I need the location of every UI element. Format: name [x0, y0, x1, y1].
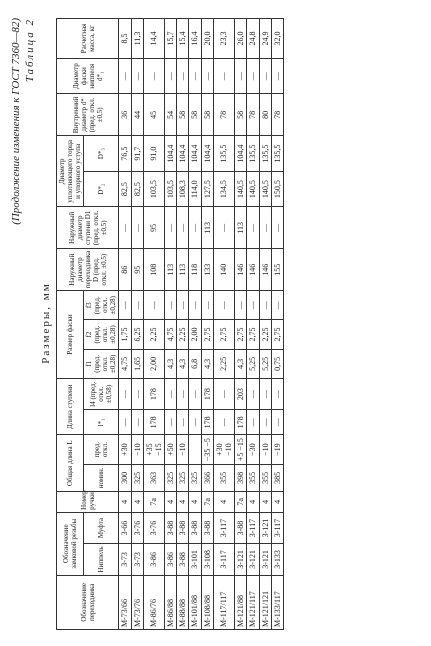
table-cell: — — [165, 58, 177, 94]
table-row — [247, 19, 259, 630]
table-cell: 58 — [177, 94, 189, 136]
table-cell: З-121 — [259, 544, 271, 575]
col-nominal: номин. — [84, 464, 119, 491]
col-chamfer: Размер фаски — [57, 291, 84, 379]
table-cell: — — [259, 58, 271, 94]
table-cell: 4 — [271, 491, 283, 512]
table-row — [177, 19, 189, 630]
table-cell: — — [165, 207, 177, 249]
table-cell: З-133 — [271, 544, 283, 575]
table-cell: М-86/76 — [143, 575, 164, 629]
col-nipple: Ниппель — [84, 544, 119, 575]
table-cell: — — [213, 378, 234, 409]
table-cell: З-86 — [143, 544, 164, 575]
table-cell: — — [177, 291, 189, 320]
table-cell: 24,9 — [259, 19, 271, 59]
col-total-length: Общая длина L — [57, 435, 84, 491]
table-cell: — — [189, 378, 201, 409]
table-cell: 6,25 — [131, 320, 143, 349]
table-cell: 140,5 — [235, 171, 247, 207]
table-cell: 1,75 — [119, 320, 131, 349]
table-cell: — — [119, 291, 131, 320]
table-cell: 178 — [143, 410, 164, 435]
table-cell: 4 — [189, 491, 201, 512]
table-cell: З-86 — [165, 544, 177, 575]
table-cell: 104,4 — [177, 136, 189, 172]
table-cell: 4 — [213, 491, 234, 512]
table-cell: — — [213, 207, 234, 249]
table-cell: М-133/117 — [271, 575, 283, 629]
col-mass: Расчетная масса, кг — [57, 19, 119, 59]
table-cell: З-76 — [143, 512, 164, 543]
table-cell: З-117 — [271, 512, 283, 543]
table-cell: 355 — [259, 464, 271, 491]
col-f2: f2 (пред. откл. ±0,28) — [84, 320, 119, 349]
table-cell: +30 — [119, 435, 131, 464]
table-cell: 78 — [271, 94, 283, 136]
table-cell: З-88 — [177, 512, 189, 543]
table-cell: 15,7 — [165, 19, 177, 59]
table-cell: — — [165, 291, 177, 320]
table-cell: −19 — [271, 435, 283, 464]
table-cell: — — [259, 410, 271, 435]
table-cell: 15,4 — [177, 19, 189, 59]
table-cell: — — [271, 207, 283, 249]
table-cell: — — [119, 207, 131, 249]
table-cell: 178 — [201, 410, 213, 435]
table-cell: М-86/88 — [165, 575, 177, 629]
table-cell: 103,5 — [165, 171, 177, 207]
table-cell — [189, 435, 201, 464]
table-cell: +5 −15 — [235, 435, 247, 464]
table-row — [165, 19, 177, 630]
table-cell: — — [119, 58, 131, 94]
table-cell: — — [131, 58, 143, 94]
table-cell: −10 — [259, 435, 271, 464]
table-cell: — — [165, 378, 177, 409]
table-cell: — — [259, 207, 271, 249]
table-cell: — — [213, 58, 234, 94]
table-cell: З-88 — [165, 512, 177, 543]
table-cell: — — [177, 207, 189, 249]
table-cell: М-121/117 — [247, 575, 259, 629]
table-cell: — — [177, 58, 189, 94]
table-cell: 113 — [177, 249, 189, 291]
table-cell: — — [201, 291, 213, 320]
table-cell: 24,8 — [247, 19, 259, 59]
table-cell: 4,3 — [177, 349, 189, 378]
col-handle: Номер ручки — [57, 491, 119, 512]
table-cell: — — [119, 410, 131, 435]
table-cell: З-121 — [247, 544, 259, 575]
col-f3: f3 (пред. откл. ±0,28) — [84, 291, 119, 320]
table-cell: 7а — [235, 491, 247, 512]
table-cell: 58 — [235, 94, 247, 136]
table-cell: 127,5 — [201, 171, 213, 207]
table-cell: 363 — [143, 464, 164, 491]
table-cell: 2,75 — [201, 320, 213, 349]
table-cell: 114,0 — [189, 171, 201, 207]
table-cell: 108,3 — [177, 171, 189, 207]
table-cell: 23,3 — [213, 19, 234, 59]
table-cell: +30 −10 — [213, 435, 234, 464]
table-cell: М-121/88 — [235, 575, 247, 629]
table-cell: — — [271, 58, 283, 94]
table-cell: 4,3 — [201, 349, 213, 378]
table-cell: 58 — [201, 94, 213, 136]
table-cell: 76,5 — [119, 136, 131, 172]
continuation-note: (Продолжение изменения к ГОСТ 7360—82) — [10, 18, 22, 225]
table-cell: 2,25 — [213, 349, 234, 378]
table-cell: 8,5 — [119, 19, 131, 59]
table-cell: 1,65 — [131, 349, 143, 378]
table-cell: 4,3 — [165, 349, 177, 378]
table-cell: — — [247, 410, 259, 435]
table-cell: 325 — [165, 464, 177, 491]
table-cell: З-108 — [201, 544, 213, 575]
table-cell: — — [177, 410, 189, 435]
table-cell: 135,5 — [271, 136, 283, 172]
table-cell: 4,75 — [165, 320, 177, 349]
table-cell: 16,4 — [189, 19, 201, 59]
table-cell: — — [143, 291, 164, 320]
table-cell: 325 — [189, 464, 201, 491]
table-cell: 2,75 — [213, 320, 234, 349]
table-cell: 78 — [247, 94, 259, 136]
table-cell: З-88 — [201, 512, 213, 543]
table-cell: 113 — [235, 207, 247, 249]
table-cell: 4 — [131, 491, 143, 512]
table-cell: 95 — [131, 249, 143, 291]
table-cell: 4,3 — [235, 349, 247, 378]
table-cell: 355 — [247, 464, 259, 491]
col-step-length: Длина ступени — [57, 378, 84, 434]
table-cell: 14,4 — [143, 19, 164, 59]
table-cell: −10 — [131, 435, 143, 464]
table-cell: 178 — [143, 378, 164, 409]
table-cell: −30 — [247, 435, 259, 464]
table-cell: 366 — [201, 464, 213, 491]
table-cell: 91,7 — [131, 136, 143, 172]
table-cell: 385 — [271, 464, 283, 491]
table-cell: 7а — [143, 491, 164, 512]
table-cell: +35 −15 — [143, 435, 164, 464]
table-cell: 135,5 — [213, 136, 234, 172]
table-row — [213, 19, 234, 630]
col-lock-group: Обозначение замковой резьбы — [57, 512, 84, 575]
table-cell: — — [165, 410, 177, 435]
table-cell: — — [189, 410, 201, 435]
col-dev: пред. откл. — [84, 435, 119, 464]
table-cell: — — [235, 291, 247, 320]
table-cell: 398 — [235, 464, 247, 491]
table-cell: 146 — [235, 249, 247, 291]
table-row — [189, 19, 201, 630]
table-cell: 4,75 — [119, 349, 131, 378]
table-row — [201, 19, 213, 630]
table-cell: 7а — [201, 491, 213, 512]
table-cell: — — [271, 291, 283, 320]
table-cell: З-117 — [213, 544, 234, 575]
table-cell: З-88 — [235, 512, 247, 543]
table-cell: +50 — [165, 435, 177, 464]
table-cell: З-73 — [119, 544, 131, 575]
table-cell: М-117/117 — [213, 575, 234, 629]
table-cell: −35 −5 — [201, 435, 213, 464]
table-cell: 26,0 — [235, 19, 247, 59]
table-cell: 133 — [201, 249, 213, 291]
table-cell: 58 — [189, 94, 201, 136]
table-cell: — — [271, 378, 283, 409]
table-cell: — — [247, 378, 259, 409]
table-cell: 103,5 — [143, 171, 164, 207]
col-f1: f1 (пред. откл. ±0,28) — [84, 349, 119, 378]
table-cell: 104,4 — [165, 136, 177, 172]
col-nipple-chamfer: Диаметр фаски ниппеля d*₁ — [57, 58, 119, 94]
table-cell: 155 — [271, 249, 283, 291]
table-cell: — — [177, 378, 189, 409]
table-cell: — — [201, 58, 213, 94]
col-adapter: Обозначение переходника — [57, 575, 119, 629]
table-cell: 82,5 — [119, 171, 131, 207]
table-cell: 146 — [259, 249, 271, 291]
table-cell: 178 — [201, 378, 213, 409]
table-caption: Размеры, мм — [40, 282, 52, 364]
table-cell: 2,00 — [189, 320, 201, 349]
table-cell: 44 — [131, 94, 143, 136]
table-cell: 11,3 — [131, 19, 143, 59]
table-cell: 2,25 — [177, 320, 189, 349]
table-cell: — — [131, 207, 143, 249]
table-cell: 2,00 — [143, 349, 164, 378]
table-cell: 0,75 — [271, 349, 283, 378]
table-cell: — — [271, 410, 283, 435]
table-cell: 108 — [143, 249, 164, 291]
table-cell: 104,4 — [235, 136, 247, 172]
col-l4: l4 (пред. откл. ±0,58) — [84, 378, 119, 409]
table-cell: 300 — [119, 464, 131, 491]
table-cell: 86 — [119, 249, 131, 291]
table-cell: 355 — [213, 464, 234, 491]
table-cell: 5,25 — [247, 349, 259, 378]
table-cell: 91,0 — [143, 136, 164, 172]
table-cell: 135,5 — [247, 136, 259, 172]
table-row — [235, 19, 247, 630]
table-cell: 2,25 — [259, 320, 271, 349]
table-cell: 178 — [235, 410, 247, 435]
table-cell: З-117 — [247, 512, 259, 543]
table-cell: З-88 — [177, 544, 189, 575]
table-cell: — — [247, 207, 259, 249]
col-inner-d: Внутренний диаметр d* (пред. откл. ±0,5) — [57, 94, 119, 136]
table-row — [119, 19, 131, 630]
table-cell: 4 — [259, 491, 271, 512]
table-cell: — — [131, 410, 143, 435]
table-cell: — — [247, 291, 259, 320]
table-cell: 20,0 — [201, 19, 213, 59]
table-cell: 325 — [131, 464, 143, 491]
table-cell: 32,0 — [271, 19, 283, 59]
table-cell: 2,75 — [235, 320, 247, 349]
table-cell: 113 — [165, 249, 177, 291]
table-cell: 80 — [259, 94, 271, 136]
table-cell: — — [131, 378, 143, 409]
table-cell: 104,4 — [201, 136, 213, 172]
table-row — [131, 19, 143, 630]
table-cell: — — [213, 291, 234, 320]
table-cell: З-117 — [213, 512, 234, 543]
table-cell: 104,4 — [189, 136, 201, 172]
table-cell: З-121 — [259, 512, 271, 543]
table-cell: 146 — [247, 249, 259, 291]
table-cell: −10 — [177, 435, 189, 464]
col-l1: l*₁ — [84, 410, 119, 435]
table-cell: 36 — [119, 94, 131, 136]
col-d3: D*₃ — [84, 136, 119, 172]
table-cell: З-66 — [119, 512, 131, 543]
table-cell: 113 — [201, 207, 213, 249]
col-d2: D*₂ — [84, 171, 119, 207]
table-cell: 140,5 — [259, 171, 271, 207]
col-outer-d: Наружный диаметр переходника D (пред. откл. ±0,5) — [57, 249, 119, 291]
table-cell: 2,75 — [247, 320, 259, 349]
table-cell: 2,75 — [271, 320, 283, 349]
table-cell: З-88 — [189, 512, 201, 543]
table-cell: 82,5 — [131, 171, 143, 207]
table-cell: 325 — [177, 464, 189, 491]
table-cell: — — [189, 291, 201, 320]
table-cell: 4 — [165, 491, 177, 512]
table-cell: М-108/88 — [201, 575, 213, 629]
table-cell: З-73 — [131, 544, 143, 575]
table-cell: — — [119, 378, 131, 409]
table-body — [119, 19, 284, 630]
table-cell: — — [189, 58, 201, 94]
page-header — [10, 18, 36, 225]
table-label: Таблица 2 — [24, 18, 36, 83]
table-cell: — — [259, 378, 271, 409]
table-cell: 54 — [165, 94, 177, 136]
table-cell: М-88/88 — [177, 575, 189, 629]
table-cell: 45 — [143, 94, 164, 136]
table-cell: 78 — [213, 94, 234, 136]
table-cell: 140,5 — [247, 171, 259, 207]
table-row — [143, 19, 164, 630]
table-cell: — — [213, 410, 234, 435]
table-cell: З-101 — [189, 544, 201, 575]
col-groove-d: Диаметр уплотняющего торца и упорного уступа — [57, 136, 84, 207]
table-cell: 150,5 — [271, 171, 283, 207]
table-cell: 203 — [235, 378, 247, 409]
table-cell: — — [143, 58, 164, 94]
table-row — [259, 19, 271, 630]
table-cell: М-121/121 — [259, 575, 271, 629]
table-cell: — — [189, 207, 201, 249]
col-coupling: Муфта — [84, 512, 119, 543]
table-cell: 4 — [119, 491, 131, 512]
table-cell: — — [247, 58, 259, 94]
table-cell: — — [235, 58, 247, 94]
table-cell: З-121 — [235, 544, 247, 575]
table-cell: 4 — [247, 491, 259, 512]
table-cell: М-73/66 — [119, 575, 131, 629]
table-cell: 2,25 — [143, 320, 164, 349]
table-cell: — — [259, 291, 271, 320]
table-cell: — — [131, 291, 143, 320]
table-cell: 5,25 — [259, 349, 271, 378]
table-cell: 135,5 — [259, 136, 271, 172]
table-cell: 134,5 — [213, 171, 234, 207]
table-cell: 118 — [189, 249, 201, 291]
dimensions-table — [56, 18, 284, 630]
table-cell: 4 — [177, 491, 189, 512]
col-outer-d1: Наружный диаметр ступени D1 (пред. откл. ±0,5) — [57, 207, 119, 249]
table-cell: З-76 — [131, 512, 143, 543]
table-cell: М-101/88 — [189, 575, 201, 629]
table-cell: 95 — [143, 207, 164, 249]
table-cell: 140 — [213, 249, 234, 291]
table-cell: 6,8 — [189, 349, 201, 378]
table-row — [271, 19, 283, 630]
table-cell: М-73/76 — [131, 575, 143, 629]
